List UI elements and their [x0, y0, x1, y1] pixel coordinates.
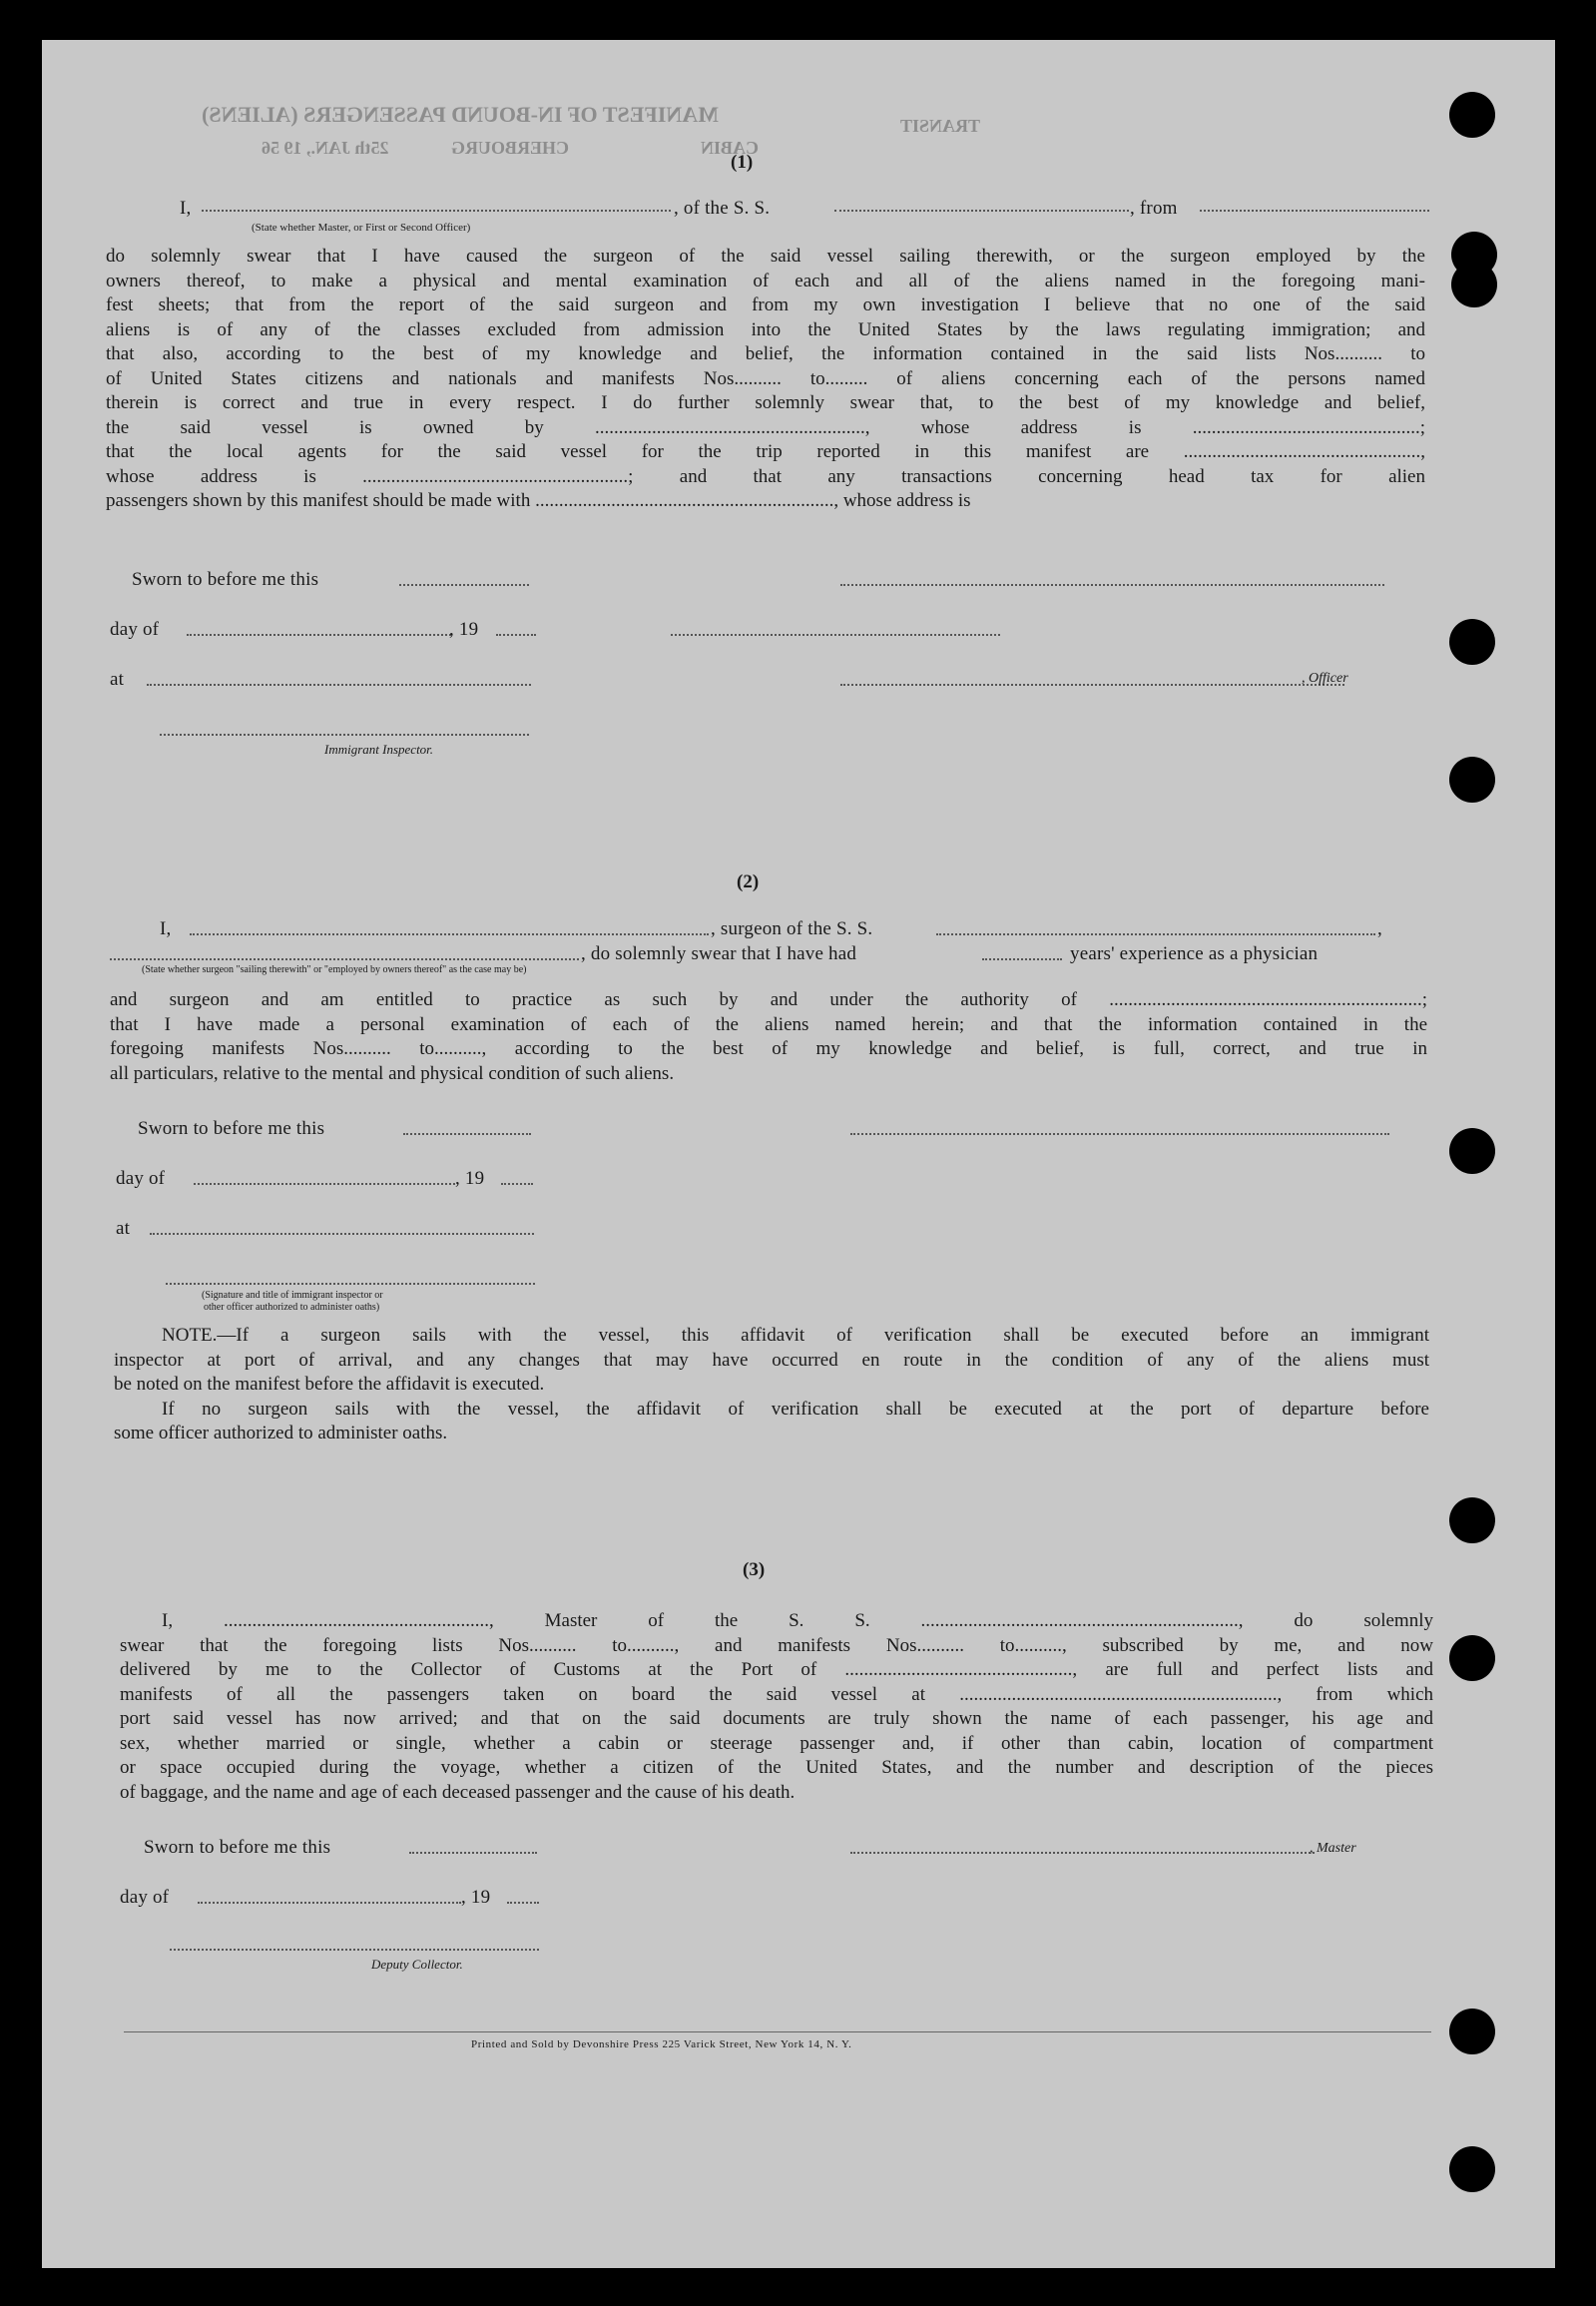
- show-through-class: CABIN: [701, 138, 760, 158]
- section1-signature-line: [840, 584, 1384, 586]
- section2-signature-caption-2: other officer authorized to administer oaths): [204, 1302, 380, 1313]
- punch-hole: [1449, 2009, 1495, 2054]
- punch-hole: [1449, 2146, 1495, 2192]
- section2-year-label: , 19: [455, 1168, 485, 1189]
- section1-inspector-line: [160, 734, 529, 736]
- section2-at-label: at: [116, 1218, 131, 1239]
- section2-sworn-label: Sworn to before me this: [138, 1118, 325, 1139]
- section3-sworn-field: [409, 1852, 537, 1854]
- section2-day-label: day of: [116, 1168, 166, 1189]
- section3-master-label: , Master: [1310, 1841, 1356, 1856]
- section1-inspector-label: Immigrant Inspector.: [324, 742, 434, 757]
- section1-officer-name-field: [671, 634, 1000, 636]
- punch-hole: [1449, 92, 1495, 138]
- section2-signature-caption-1: (Signature and title of immigrant inspector or: [202, 1290, 383, 1301]
- punch-hole: [1449, 1635, 1495, 1681]
- section1-line1-end: , from: [1130, 198, 1178, 219]
- section2-at-field: [150, 1233, 534, 1235]
- punch-hole: [1449, 619, 1495, 665]
- punch-hole: [1449, 1128, 1495, 1174]
- footer-printer: Printed and Sold by Devonshire Press 225 Varick Street, New York 14, N. Y.: [471, 2038, 852, 2050]
- section1-year-label: , 19: [449, 619, 479, 640]
- section3-collector-label: Deputy Collector.: [371, 1957, 463, 1972]
- section3-day-label: day of: [120, 1887, 170, 1908]
- section2-day-field: [194, 1183, 455, 1185]
- section2-number: (2): [737, 871, 760, 892]
- section2-signature-line: [850, 1133, 1389, 1135]
- section1-rank-field: [202, 210, 671, 212]
- section1-line1-mid: , of the S. S.: [674, 198, 771, 219]
- section1-sworn-field: [399, 584, 529, 586]
- section3-day-field: [198, 1902, 461, 1904]
- section2-sworn-field: [403, 1133, 531, 1135]
- punch-hole: [1451, 262, 1497, 307]
- section2-line2-mid: , do solemnly swear that I have had: [581, 943, 857, 964]
- section2-line1-start: I,: [160, 918, 172, 939]
- section3-signature-line: [850, 1852, 1315, 1854]
- section1-at-label: at: [110, 669, 125, 690]
- section2-authority-line: [166, 1283, 535, 1285]
- section2-year-field: [501, 1183, 533, 1185]
- footer-rule: [124, 2031, 1431, 2032]
- section2-note: NOTE.—If a surgeon sails with the vessel, this affidavit of verification shall be executed before an immigrant inspector at port of arrival, and any changes that may have occurred en route in the condition of any of the aliens must be noted on the manifest before the affidavit is executed. If no surgeon sails with the vessel, the affidavit of verification shall be executed at the port of departure before some officer authorized to administer oaths.: [114, 1325, 1429, 1443]
- section2-years-field: [982, 958, 1062, 960]
- show-through-title: MANIFEST OF IN-BOUND PASSENGERS (ALIENS): [202, 102, 719, 127]
- section2-line1-mid: , surgeon of the S. S.: [711, 918, 873, 939]
- section2-status-field: [110, 958, 579, 960]
- show-through-date: 25th JAN., 19 56: [262, 138, 389, 158]
- show-through-transit: TRANSIT: [900, 116, 981, 136]
- section2-vessel-field: [936, 933, 1375, 935]
- punch-hole: [1449, 757, 1495, 803]
- section1-year-field: [496, 634, 536, 636]
- show-through-port: CHERBOURG: [451, 138, 570, 158]
- document-page: [42, 40, 1555, 2268]
- section1-day-field: [187, 634, 451, 636]
- section1-day-label: day of: [110, 619, 160, 640]
- section3-collector-line: [170, 1949, 539, 1951]
- section2-line1-comma: ,: [1377, 918, 1382, 939]
- section1-line1-start: I,: [180, 198, 192, 219]
- section3-number: (3): [743, 1559, 766, 1580]
- section3-year-field: [507, 1902, 539, 1904]
- section1-officer-line: [840, 684, 1344, 686]
- section3-sworn-label: Sworn to before me this: [144, 1837, 331, 1858]
- punch-hole: [1449, 1497, 1495, 1543]
- section2-line2-end: years' experience as a physician: [1070, 943, 1319, 964]
- section1-from-field: [1200, 210, 1429, 212]
- section1-number: (1): [731, 152, 754, 173]
- section1-officer-label: , Officer: [1302, 671, 1348, 686]
- section1-vessel-field: [834, 210, 1129, 212]
- section1-at-field: [147, 684, 531, 686]
- section1-oath-paragraph: do solemnly swear that I have caused the surgeon of the said vessel sailing therewith, or the surgeon employed by the owners thereof, to make a physical and mental examination of each and all of the aliens named in the foregoing mani- fest sheets; that from the report of the said surgeon and from my own investigation I believe that no one of the said aliens is of any of the classes excluded from admission into the United States by the laws regulating immigration; and that also, according to the best of my knowledge and belief, the information contained in the said lists Nos.......... to of United States citizens and nationals and manifests Nos.......... to......... of aliens concerning each of the persons named therein is correct and true in every respect. I do further solemnly swear that, to the best of my knowledge and belief, the said vessel is owned by ........................................................., whose address is ................................................; that the local agents for the said vessel for the trip reported in this manifest are .................................................., whose address is ........................................................; and that any transactions concerning head tax for alien passengers shown by this manifest should be made with ..............................................................., whose address is: [106, 246, 1425, 511]
- section3-year-label: , 19: [461, 1887, 491, 1908]
- section3-oath-paragraph: I, ........................................................, Master of the S. S. ..................................................................., do solemnly swear that the foregoing lists Nos.......... to.........., and manifests Nos.......... to.........., subscribed by me, and now delivered by me to the Collector of Customs at the Port of ................................................, are full and perfect lists and manifests of all the passengers taken on board the said vessel at ..................................................................., from which port said vessel has now arrived; and that on the said documents are truly shown the name of each passenger, his age and sex, whether married or single, whether a cabin or steerage passenger and, if other than cabin, location of compartment or space occupied during the voyage, whether a citizen of the United States, and the number and description of the pieces of baggage, and the name and age of each deceased passenger and the cause of his death.: [120, 1610, 1433, 1803]
- section1-caption: (State whether Master, or First or Second Officer): [252, 222, 471, 234]
- section2-oath-paragraph: and surgeon and am entitled to practice as such by and under the authority of ..................................................................; that I have made a personal examination of each of the aliens named herein; and that the information contained in the foregoing manifests Nos.......... to.........., according to the best of my knowledge and belief, is full, correct, and true in all particulars, relative to the mental and physical condition of such aliens.: [110, 989, 1427, 1084]
- section2-caption: (State whether surgeon "sailing therewith" or "employed by owners thereof" as the case may be): [142, 964, 527, 975]
- section2-surgeon-name-field: [190, 933, 709, 935]
- section1-sworn-label: Sworn to before me this: [132, 569, 319, 590]
